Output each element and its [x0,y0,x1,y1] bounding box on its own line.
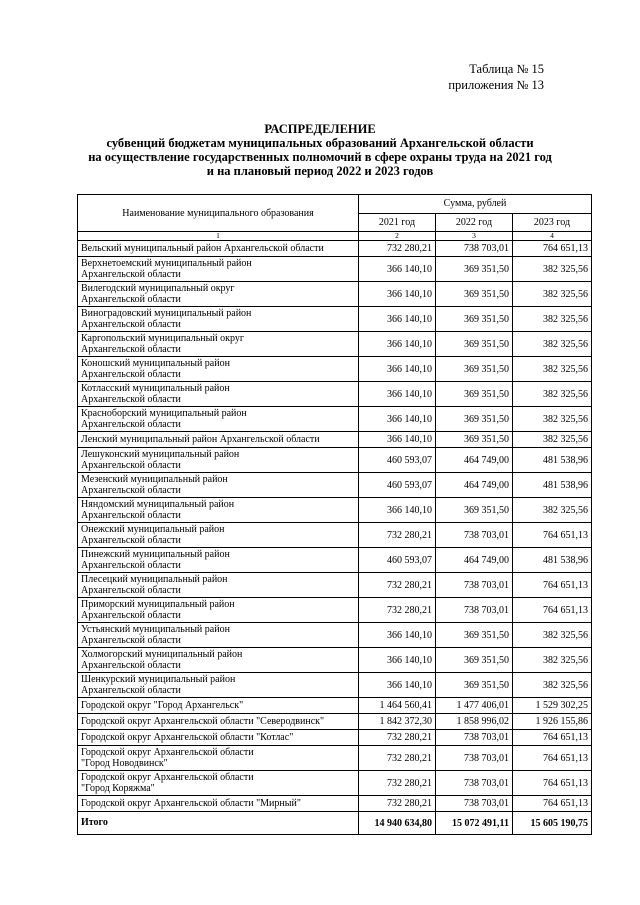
table-row [78,498,592,523]
total-2022: 15 072 491,11 [436,812,513,835]
amount-2022: 738 703,01 [436,598,513,623]
amount-2023: 764 651,13 [513,523,592,548]
amount-2021: 366 140,10 [359,432,436,448]
amount-2022: 738 703,01 [436,523,513,548]
table-row [78,746,592,771]
amount-2021: 366 140,10 [359,407,436,432]
amount-2021: 460 593,07 [359,448,436,473]
column-header-name: Наименование муниципального образования [78,195,359,232]
amount-2021: 732 280,21 [359,241,436,257]
amount-2023: 382 325,56 [513,407,592,432]
amount-2021: 366 140,10 [359,648,436,673]
amount-2023: 382 325,56 [513,332,592,357]
amount-2021: 366 140,10 [359,498,436,523]
amount-2022: 369 351,50 [436,648,513,673]
amount-2023: 764 651,13 [513,573,592,598]
municipality-name: Городской округ "Город Архангельск" [78,698,359,714]
amount-2021: 732 280,21 [359,598,436,623]
table-row [78,407,592,432]
amount-2023: 382 325,56 [513,257,592,282]
amount-2023: 481 538,96 [513,548,592,573]
table-row [78,714,592,730]
amount-2021: 366 140,10 [359,623,436,648]
municipality-name: Каргопольский муниципальный округ Архангельской области [78,332,359,357]
table-row [78,448,592,473]
municipality-name: Коношский муниципальный район Архангельской области [78,357,359,382]
column-number: 4 [513,232,592,241]
amount-2021: 1 464 560,41 [359,698,436,714]
amount-2022: 464 749,00 [436,448,513,473]
appendix-number: приложения № 13 [448,77,544,92]
title-line-3: и на плановый период 2022 и 2023 годов [206,164,434,178]
amount-2022: 369 351,50 [436,673,513,698]
total-2021: 14 940 634,80 [359,812,436,835]
amount-2021: 366 140,10 [359,257,436,282]
municipality-name: Красноборский муниципальный район Архангельской области [78,407,359,432]
amount-2023: 382 325,56 [513,498,592,523]
municipality-name: Вилегодский муниципальный округ Архангельской области [78,282,359,307]
amount-2022: 464 749,00 [436,473,513,498]
municipality-name: Котласский муниципальный район Архангельской области [78,382,359,407]
column-number: 2 [359,232,436,241]
municipality-name: Приморский муниципальный район Архангельской области [78,598,359,623]
table-row [78,730,592,746]
amount-2021: 732 280,21 [359,730,436,746]
amount-2021: 366 140,10 [359,282,436,307]
municipality-name: Лешуконский муниципальный район Архангельской области [78,448,359,473]
amount-2022: 464 749,00 [436,548,513,573]
table-row [78,332,592,357]
table-row [78,548,592,573]
total-row [78,812,592,835]
title-main: РАСПРЕДЕЛЕНИЕ [264,122,376,136]
table-row [78,307,592,332]
amount-2022: 1 477 406,01 [436,698,513,714]
municipality-name: Городской округ Архангельской области "Северодвинск" [78,714,359,730]
municipality-name: Ленский муниципальный район Архангельской области [78,432,359,448]
table-row [78,698,592,714]
municipality-name: Няндомский муниципальный район Архангельской области [78,498,359,523]
amount-2023: 382 325,56 [513,357,592,382]
amount-2023: 1 926 155,86 [513,714,592,730]
table-reference [448,62,544,93]
amount-2021: 460 593,07 [359,548,436,573]
municipality-name: Городской округ Архангельской области "Город Новодвинск" [78,746,359,771]
table-row [78,257,592,282]
municipality-name: Верхнетоемский муниципальный район Архангельской области [78,257,359,282]
amount-2021: 732 280,21 [359,523,436,548]
table-row [78,623,592,648]
amount-2022: 738 703,01 [436,573,513,598]
amount-2023: 764 651,13 [513,241,592,257]
amount-2022: 369 351,50 [436,432,513,448]
table-row [78,771,592,796]
municipality-name: Устьянский муниципальный район Архангельской области [78,623,359,648]
table-row [78,282,592,307]
table-row [78,648,592,673]
amount-2021: 366 140,10 [359,332,436,357]
amount-2022: 369 351,50 [436,357,513,382]
amount-2022: 369 351,50 [436,307,513,332]
municipality-name: Городской округ Архангельской области "Котлас" [78,730,359,746]
amount-2022: 738 703,01 [436,796,513,812]
amount-2023: 764 651,13 [513,598,592,623]
column-number: 1 [78,232,359,241]
table-row [78,473,592,498]
table-row [78,796,592,812]
amount-2021: 366 140,10 [359,307,436,332]
municipality-name: Городской округ Архангельской области "Мирный" [78,796,359,812]
document-title [0,122,640,178]
table-row [78,382,592,407]
table-row [78,523,592,548]
amount-2022: 738 703,01 [436,746,513,771]
table-row [78,598,592,623]
municipality-name: Холмогорский муниципальный район Архангельской области [78,648,359,673]
title-line-1: субвенций бюджетам муниципальных образований Архангельской области [106,136,534,150]
amount-2021: 732 280,21 [359,573,436,598]
amount-2022: 738 703,01 [436,730,513,746]
amount-2021: 1 842 372,30 [359,714,436,730]
amount-2021: 732 280,21 [359,746,436,771]
table-row [78,573,592,598]
amount-2021: 460 593,07 [359,473,436,498]
table-row [78,357,592,382]
municipality-name: Онежский муниципальный район Архангельской области [78,523,359,548]
amount-2023: 382 325,56 [513,648,592,673]
column-header-2021: 2021 год [359,213,436,232]
amount-2023: 382 325,56 [513,432,592,448]
municipality-name: Мезенский муниципальный район Архангельской области [78,473,359,498]
distribution-table [77,194,592,835]
municipality-name: Пинежский муниципальный район Архангельской области [78,548,359,573]
table-number: Таблица № 15 [469,62,544,76]
amount-2023: 382 325,56 [513,282,592,307]
municipality-name: Плесецкий муниципальный район Архангельской области [78,573,359,598]
column-header-sum: Сумма, рублей [359,195,592,214]
amount-2023: 382 325,56 [513,673,592,698]
amount-2023: 481 538,96 [513,473,592,498]
amount-2023: 382 325,56 [513,623,592,648]
amount-2023: 764 651,13 [513,796,592,812]
amount-2022: 1 858 996,02 [436,714,513,730]
amount-2023: 382 325,56 [513,307,592,332]
municipality-name: Вельский муниципальный район Архангельской области [78,241,359,257]
amount-2021: 366 140,10 [359,382,436,407]
amount-2023: 764 651,13 [513,771,592,796]
amount-2023: 1 529 302,25 [513,698,592,714]
column-number: 3 [436,232,513,241]
amount-2023: 481 538,96 [513,448,592,473]
column-header-2023: 2023 год [513,213,592,232]
amount-2021: 366 140,10 [359,673,436,698]
column-header-2022: 2022 год [436,213,513,232]
amount-2022: 738 703,01 [436,241,513,257]
amount-2022: 369 351,50 [436,498,513,523]
amount-2021: 366 140,10 [359,357,436,382]
table-row [78,432,592,448]
table-row [78,673,592,698]
amount-2023: 764 651,13 [513,746,592,771]
amount-2023: 764 651,13 [513,730,592,746]
amount-2022: 369 351,50 [436,332,513,357]
amount-2021: 732 280,21 [359,796,436,812]
amount-2022: 369 351,50 [436,407,513,432]
table-row [78,241,592,257]
municipality-name: Виноградовский муниципальный район Архангельской области [78,307,359,332]
amount-2021: 732 280,21 [359,771,436,796]
municipality-name: Шенкурский муниципальный район Архангельской области [78,673,359,698]
total-label: Итого [78,812,359,835]
total-2023: 15 605 190,75 [513,812,592,835]
amount-2023: 382 325,56 [513,382,592,407]
amount-2022: 369 351,50 [436,623,513,648]
amount-2022: 369 351,50 [436,282,513,307]
amount-2022: 369 351,50 [436,257,513,282]
amount-2022: 738 703,01 [436,771,513,796]
table-body [78,241,592,812]
title-line-2: на осуществление государственных полномочий в сфере охраны труда на 2021 год [88,150,552,164]
amount-2022: 369 351,50 [436,382,513,407]
municipality-name: Городской округ Архангельской области "Город Коряжма" [78,771,359,796]
